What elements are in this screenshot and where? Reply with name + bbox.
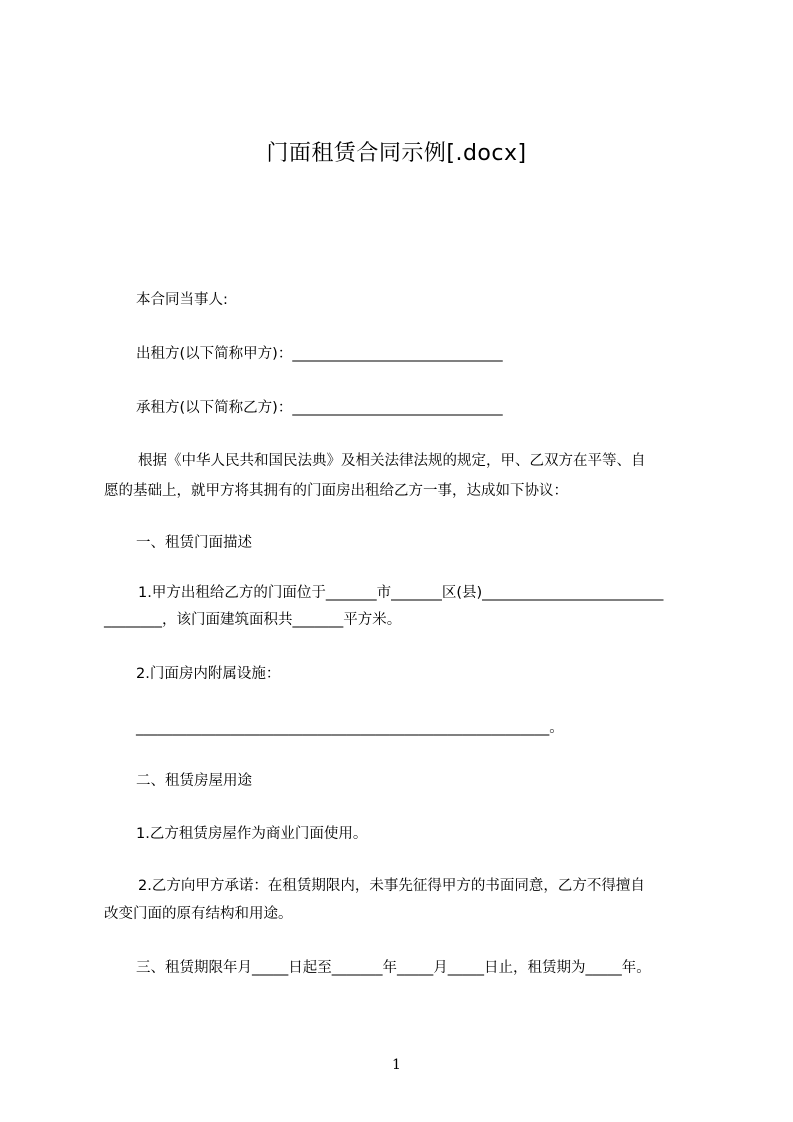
clause-2-2-line-1: 2.乙方向甲方承诺：在租赁期限内，未事先征得甲方的书面同意，乙方不得擅自 (138, 878, 645, 894)
section-heading-2: 二、租赁房屋用途 (136, 773, 252, 789)
paragraph-basis-line-1: 根据《中华人民共和国民法典》及相关法律法规的规定，甲、乙双方在平等、自 (138, 453, 646, 469)
page-number: 1 (392, 1057, 401, 1073)
clause-2-2-line-2: 改变门面的原有结构和用途。 (104, 906, 293, 922)
clause-1-1-line-1: 1.甲方出租给乙方的门面位于_______市_______区(县)_________________________ (138, 585, 664, 601)
paragraph-lessee: 承租方(以下简称乙方)：_____________________________ (136, 400, 503, 416)
clause-1-2-blank: _________________________________________________________。 (136, 720, 564, 736)
section-heading-3: 三、租赁期限年月_____日起至_______年_____月_____日止，租赁期为_____年。 (136, 960, 651, 976)
clause-1-2: 2.门面房内附属设施： (136, 666, 281, 682)
paragraph-basis-line-2: 愿的基础上，就甲方将其拥有的门面房出租给乙方一事，达成如下协议： (104, 483, 568, 499)
document-title: 门面租赁合同示例[.docx] (266, 141, 527, 166)
section-heading-1: 一、租赁门面描述 (136, 535, 252, 551)
clause-1-1-line-2: ________，该门面建筑面积共_______平方米。 (104, 612, 402, 628)
paragraph-lessor: 出租方(以下简称甲方)：_____________________________ (136, 346, 503, 362)
paragraph-parties-heading: 本合同当事人: (136, 292, 228, 308)
clause-2-1: 1.乙方租赁房屋作为商业门面使用。 (136, 826, 368, 842)
